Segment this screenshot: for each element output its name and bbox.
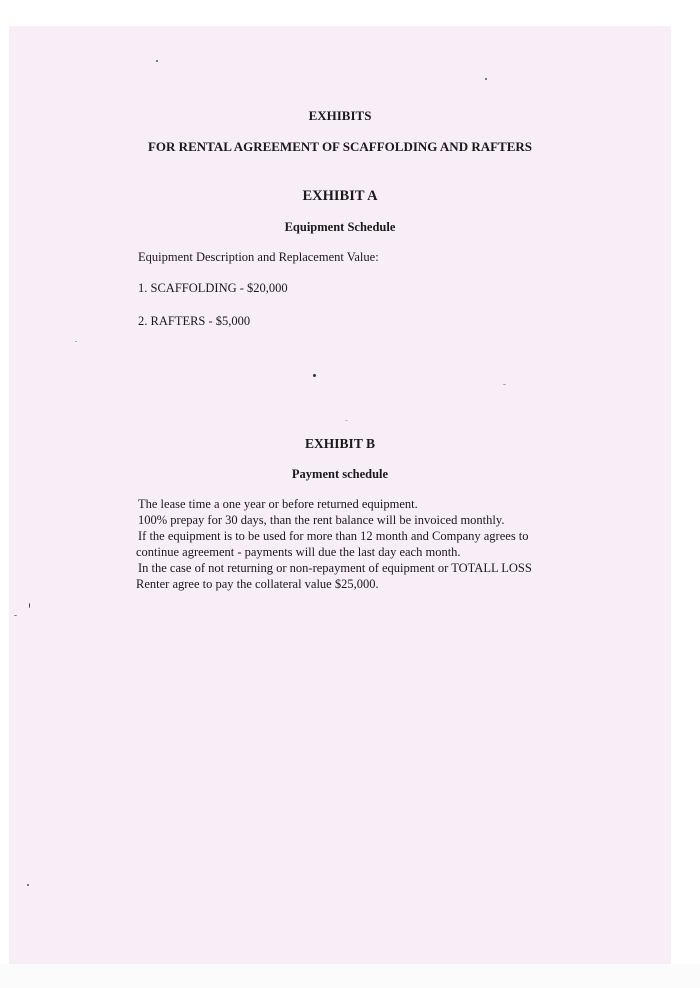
payment-term-line: In the case of not returning or non-repayment of equipment or TOTALL LOSS	[138, 561, 532, 575]
paper-sheet	[9, 26, 671, 964]
equipment-item-rafters: 2. RAFTERS - $5,000	[138, 314, 251, 328]
scanner-margin	[0, 964, 700, 988]
scan-speck	[14, 615, 17, 616]
payment-term-line: 100% prepay for 30 days, than the rent balance will be invoiced monthly.	[138, 513, 505, 527]
scan-speck	[75, 341, 77, 342]
scan-speck	[29, 603, 30, 608]
scan-speck	[345, 420, 348, 421]
scan-speck	[313, 374, 316, 377]
payment-term-line: continue agreement - payments will due the last day each month.	[136, 545, 461, 559]
agreement-title: FOR RENTAL AGREEMENT OF SCAFFOLDING AND RAFTERS	[147, 139, 533, 154]
scan-speck	[27, 884, 29, 886]
scan-speck	[503, 384, 506, 385]
equipment-schedule-subheading: Equipment Schedule	[284, 220, 396, 234]
exhibit-b-heading: EXHIBIT B	[305, 436, 375, 451]
equipment-item-scaffolding: 1. SCAFFOLDING - $20,000	[138, 281, 288, 295]
payment-term-line: Renter agree to pay the collateral value $25,000.	[136, 577, 379, 591]
payment-term-line: The lease time a one year or before returned equipment.	[138, 497, 418, 511]
scan-speck	[156, 60, 158, 62]
document-heading: EXHIBITS	[308, 108, 372, 123]
payment-terms	[136, 496, 532, 592]
payment-term-line: If the equipment is to be used for more than 12 month and Company agrees to	[138, 529, 529, 543]
equipment-description-intro: Equipment Description and Replacement Value:	[138, 250, 379, 264]
scan-speck	[485, 78, 487, 80]
payment-schedule-subheading: Payment schedule	[291, 467, 389, 481]
exhibit-a-heading: EXHIBIT A	[302, 188, 378, 204]
